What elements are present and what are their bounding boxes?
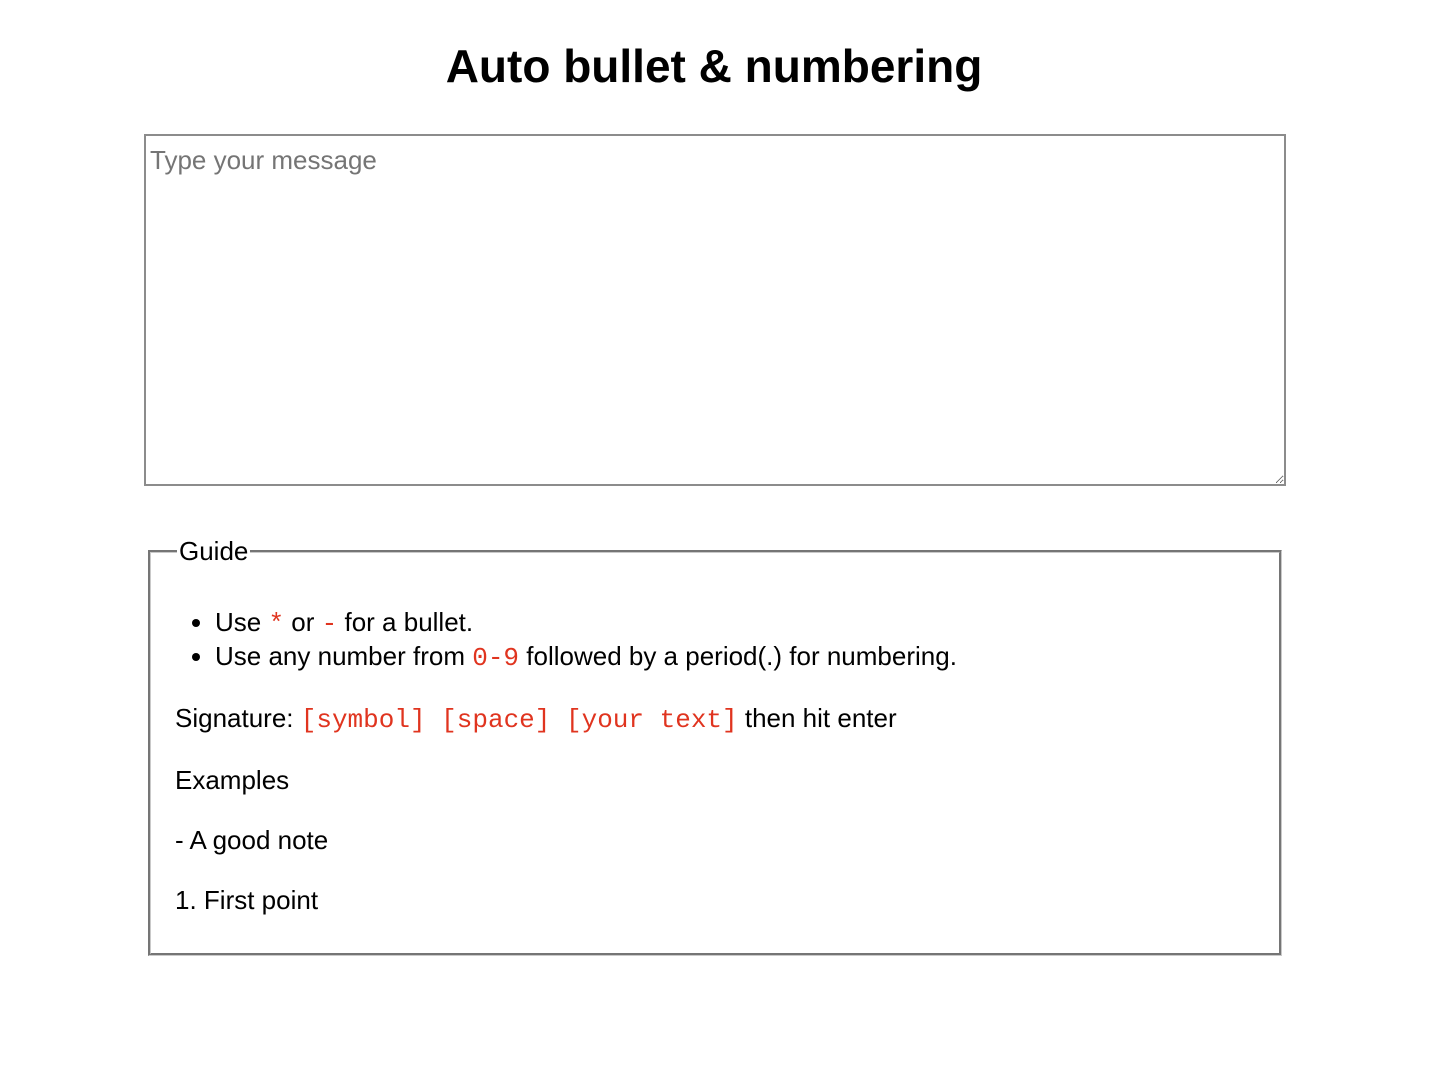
bullet-symbol-asterisk: *: [268, 609, 285, 639]
rule-bullet: • Use * or - for a bullet.: [215, 606, 1255, 640]
bullet-symbol-dash: -: [321, 609, 338, 639]
rule-numbering: • Use any number from 0-9 followed by a period(.) for numbering.: [215, 640, 1255, 674]
signature-code: [symbol] [space] [your text]: [300, 705, 738, 735]
number-range-code: 0-9: [472, 643, 520, 673]
message-textarea[interactable]: [144, 134, 1286, 486]
example-bullet: - A good note: [175, 825, 329, 855]
signature-line: Signature: [symbol] [space] [your text] then hit enter: [175, 703, 897, 735]
guide-rules-list: [175, 606, 1255, 674]
guide-fieldset: [148, 536, 1282, 956]
page-title: Auto bullet & numbering: [445, 40, 983, 92]
example-number: 1. First point: [175, 885, 319, 915]
guide-legend: Guide: [179, 536, 249, 566]
examples-title: Examples: [175, 765, 290, 795]
